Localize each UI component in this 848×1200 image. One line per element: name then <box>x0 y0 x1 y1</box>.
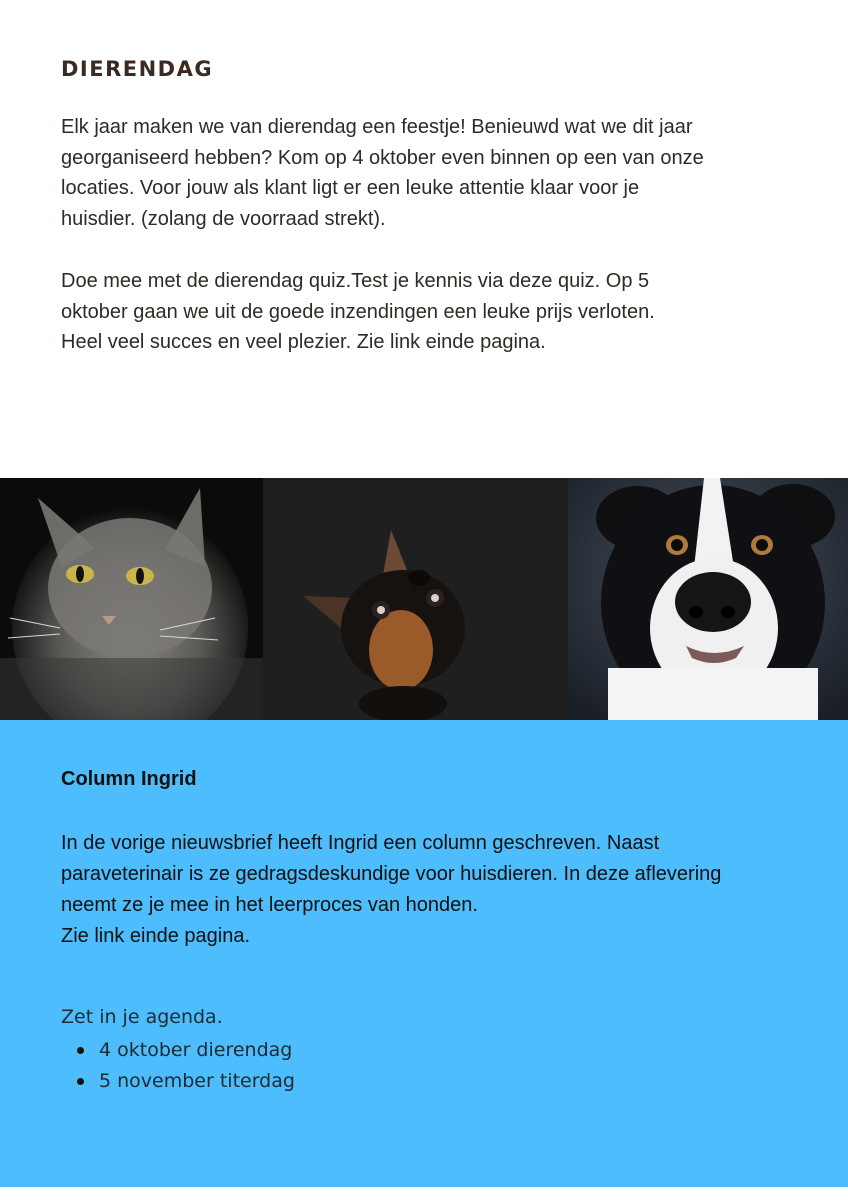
paragraph-line: georganiseerd hebben? Kom op 4 oktober even binnen op een van onze <box>61 146 704 169</box>
column-title: Column Ingrid <box>61 768 197 790</box>
paragraph-line: In de vorige nieuwsbrief heeft Ingrid een column geschreven. Naast <box>61 832 660 854</box>
dierendag-heading: DIERENDAG <box>61 57 214 81</box>
cat-photo-image <box>0 478 263 720</box>
bullet-icon <box>77 1047 84 1054</box>
bullet-icon <box>77 1078 84 1085</box>
pinscher-photo <box>263 478 568 720</box>
agenda-list <box>61 1035 295 1097</box>
paragraph-line: neemt ze je mee in het leerproces van honden. <box>61 894 478 916</box>
paragraph-line: Doe mee met de dierendag quiz.Test je kennis via deze quiz. Op 5 <box>61 270 650 292</box>
pinscher-photo-image <box>263 478 568 720</box>
dierendag-quiz-paragraph <box>61 266 801 358</box>
paragraph-line: paraveterinair is ze gedragsdeskundige voor huisdieren. In deze aflevering <box>61 863 722 885</box>
agenda-title: Zet in je agenda. <box>61 1006 223 1028</box>
paragraph-line: Heel veel succes en veel plezier. Zie link einde pagina. <box>61 331 546 353</box>
collie-photo <box>568 478 848 720</box>
paragraph-line: Zie link einde pagina. <box>61 925 251 947</box>
collie-photo-image <box>568 478 848 720</box>
dierendag-section <box>0 0 848 478</box>
paragraph-line: locaties. Voor jouw als klant ligt er een leuke attentie klaar voor je <box>61 177 640 199</box>
cat-photo <box>0 478 263 720</box>
paragraph-line: Elk jaar maken we van dierendag een feestje! Benieuwd wat we dit jaar <box>61 116 693 138</box>
column-section <box>0 720 848 1187</box>
agenda-item <box>61 1035 295 1066</box>
paragraph-line: oktober gaan we uit de goede inzendingen een leuke prijs verloten. <box>61 300 655 323</box>
column-paragraph <box>61 828 821 952</box>
agenda-item-label: 4 oktober dierendag <box>99 1039 293 1061</box>
agenda-item <box>61 1066 295 1097</box>
dierendag-intro-paragraph <box>61 112 801 234</box>
paragraph-line: huisdier. (zolang de voorraad strekt). <box>61 207 386 230</box>
agenda-item-label: 5 november titerdag <box>99 1070 295 1092</box>
